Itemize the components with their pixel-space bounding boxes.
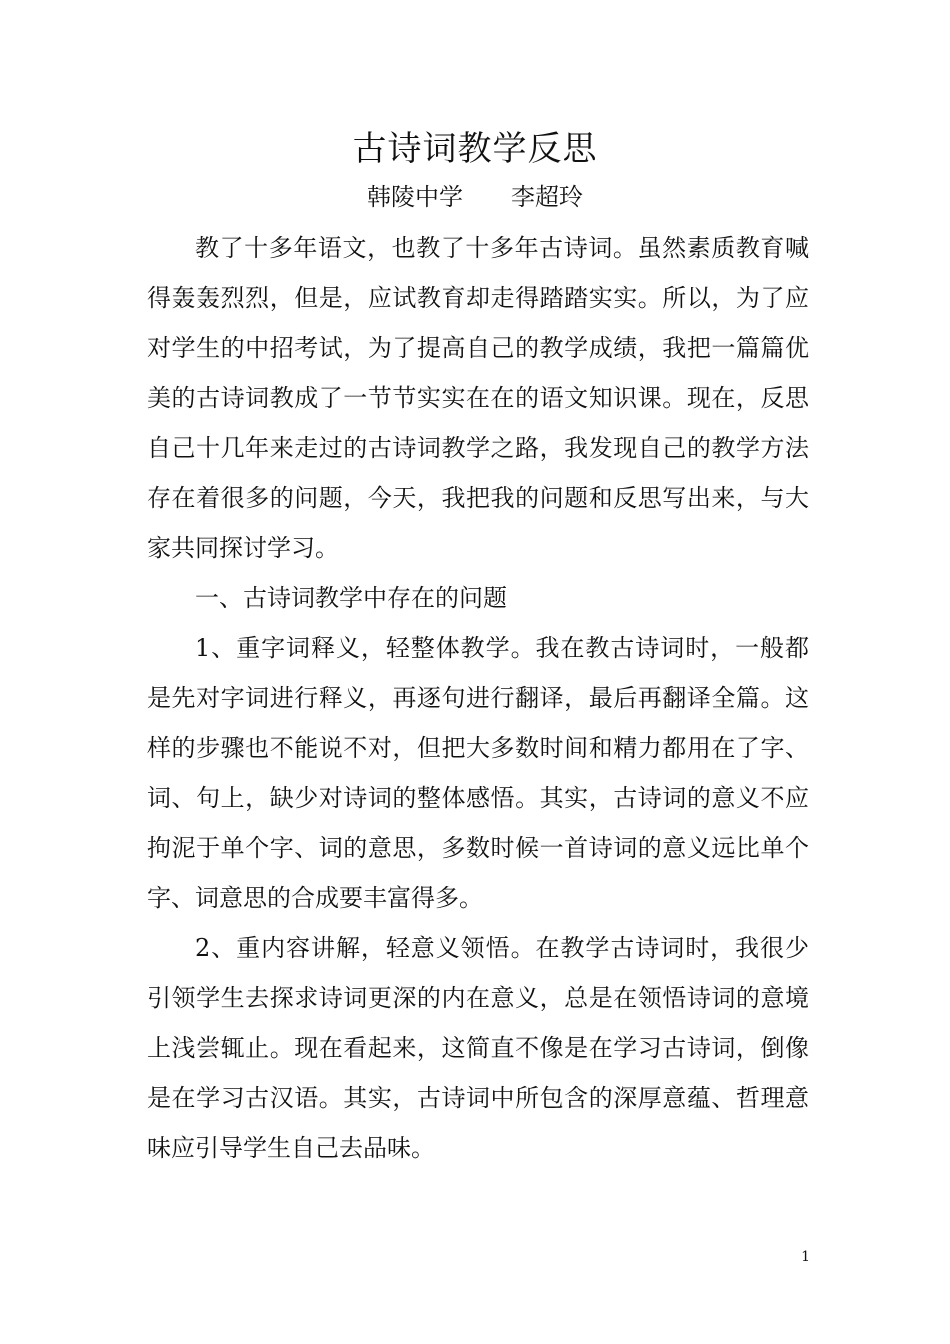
author-byline: 韩陵中学 李超玲 xyxy=(367,183,583,211)
section-heading: 一、古诗词教学中存在的问题 xyxy=(195,584,507,612)
document-title: 古诗词教学反思 xyxy=(352,129,598,169)
paragraph-point-2: 2、重内容讲解，轻意义领悟。在教学古诗词时，我很少引领学生去探求诗词更深的内在意义，总是在领悟诗词的意境上浅尝辄止。现在看起来，这简直不像是在学习古诗词，倒像是在学习古汉语。其实，古诗词中所包含的深厚意蕴、哲理意味应引导学生自己去品味。 xyxy=(147,934,809,1162)
paragraph-intro: 教了十多年语文，也教了十多年古诗词。虽然素质教育喊得轰轰烈烈，但是，应试教育却走得踏踏实实。所以，为了应对学生的中招考试，为了提高自己的教学成绩，我把一篇篇优美的古诗词教成了一节节实实在在的语文知识课。现在，反思自己十几年来走过的古诗词教学之路，我发现自己的教学方法存在着很多的问题，今天，我把我的问题和反思写出来，与大家共同探讨学习。 xyxy=(147,234,809,562)
page-number: 1 xyxy=(801,1249,810,1265)
paragraph-point-1: 1、重字词释义，轻整体教学。我在教古诗词时，一般都是先对字词进行释义，再逐句进行翻译，最后再翻译全篇。这样的步骤也不能说不对，但把大多数时间和精力都用在了字、词、句上，缺少对诗词的整体感悟。其实，古诗词的意义不应拘泥于单个字、词的意思，多数时候一首诗词的意义远比单个字、词意思的合成要丰富得多。 xyxy=(147,634,809,912)
document-body xyxy=(147,223,809,1173)
